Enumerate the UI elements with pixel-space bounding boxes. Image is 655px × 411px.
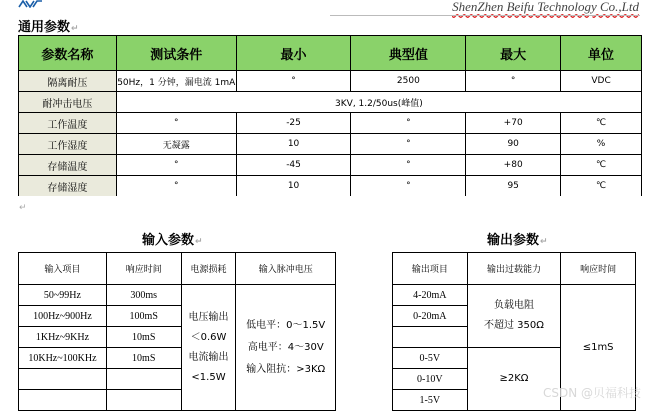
response-time xyxy=(106,390,181,411)
watermark: CSDN @贝福科技 xyxy=(542,386,641,400)
test-condition: ° xyxy=(116,155,236,176)
param-name: 耐冲击电压 xyxy=(19,92,117,113)
output-item xyxy=(393,327,468,348)
company-name: ShenZhen Beifu Technology Co.,Ltd xyxy=(452,0,639,14)
table-row xyxy=(19,285,336,306)
col-header: 输入脉冲电压 xyxy=(236,253,336,285)
unit-value: ℃ xyxy=(561,155,642,176)
input-pulse-voltage: 低电平：0～1.5V 高电平：4～30V 输入阻抗：>3KΩ xyxy=(236,285,336,411)
output-response-time: ≤1mS xyxy=(561,285,636,411)
response-time: 10mS xyxy=(106,348,181,369)
min-value: -45 xyxy=(236,155,351,176)
table-header-row xyxy=(19,36,642,71)
col-header: 典型值 xyxy=(351,36,466,71)
table-row xyxy=(19,113,642,134)
output-item: 4-20mA xyxy=(393,285,468,306)
merged-value: 3KV, 1.2/50us(峰值) xyxy=(116,92,641,113)
table-header-row xyxy=(393,253,636,285)
max-value: +80 xyxy=(466,155,561,176)
input-item: 100Hz~900Hz xyxy=(19,306,107,327)
param-name: 存储湿度 xyxy=(19,176,117,197)
input-params-title: 输入参数↵ xyxy=(142,233,203,248)
table-row xyxy=(19,71,642,92)
col-header: 参数名称 xyxy=(19,36,117,71)
typ-value: ° xyxy=(351,155,466,176)
col-header: 输出项目 xyxy=(393,253,468,285)
typ-value: ° xyxy=(351,134,466,155)
unit-value: % xyxy=(561,134,642,155)
col-header: 输出过载能力 xyxy=(467,253,561,285)
typ-value: ° xyxy=(351,176,466,197)
col-header: 响应时间 xyxy=(106,253,181,285)
col-header: 最大 xyxy=(466,36,561,71)
test-condition: ° xyxy=(116,176,236,197)
response-time: 10mS xyxy=(106,327,181,348)
company-logo-icon xyxy=(18,0,44,8)
max-value: ° xyxy=(466,71,561,92)
power-consumption: 电压输出 ＜0.6W 电流输出 <1.5W xyxy=(181,285,236,411)
test-condition: ° xyxy=(116,113,236,134)
input-item xyxy=(19,369,107,390)
max-value: +70 xyxy=(466,113,561,134)
load-resistance: 负载电阻 不超过 350Ω xyxy=(467,285,561,348)
table-header-row xyxy=(19,253,336,285)
param-name: 隔离耐压 xyxy=(19,71,117,92)
response-time: 100mS xyxy=(106,306,181,327)
output-params-title: 输出参数↵ xyxy=(487,233,548,248)
response-time: 300ms xyxy=(106,285,181,306)
response-time xyxy=(106,369,181,390)
col-header: 测试条件 xyxy=(116,36,236,71)
col-header: 输入项目 xyxy=(19,253,107,285)
max-value: 90 xyxy=(466,134,561,155)
table-row xyxy=(19,155,642,176)
min-value: 10 xyxy=(236,176,351,197)
table-row xyxy=(19,134,642,155)
table-row xyxy=(393,285,636,306)
general-params-table xyxy=(18,35,642,196)
param-name: 工作温度 xyxy=(19,113,117,134)
unit-value: ℃ xyxy=(561,113,642,134)
input-item xyxy=(19,390,107,411)
col-header: 最小 xyxy=(236,36,351,71)
output-item: 1-5V xyxy=(393,390,468,411)
typ-value: 2500 xyxy=(351,71,466,92)
table-row xyxy=(19,176,642,197)
header-rule xyxy=(330,15,640,16)
output-item: 0-20mA xyxy=(393,306,468,327)
min-value: ° xyxy=(236,71,351,92)
table-row xyxy=(19,92,642,113)
test-condition: 50Hz，1 分钟，漏电流 1mA xyxy=(116,71,236,92)
input-item: 1KHz~9KHz xyxy=(19,327,107,348)
unit-value: VDC xyxy=(561,71,642,92)
param-name: 存储温度 xyxy=(19,155,117,176)
output-item: 0-10V xyxy=(393,369,468,390)
overload-resistance: ≥2KΩ xyxy=(467,348,561,411)
input-params-table xyxy=(18,252,336,411)
input-item: 10KHz~100KHz xyxy=(19,348,107,369)
test-condition: 无凝露 xyxy=(116,134,236,155)
input-item: 50~99Hz xyxy=(19,285,107,306)
col-header: 电源损耗 xyxy=(181,253,236,285)
col-header: 响应时间 xyxy=(561,253,636,285)
col-header: 单位 xyxy=(561,36,642,71)
param-name: 工作湿度 xyxy=(19,134,117,155)
general-params-title: 通用参数↵ xyxy=(18,20,79,35)
min-value: -25 xyxy=(236,113,351,134)
min-value: 10 xyxy=(236,134,351,155)
unit-value: ℃ xyxy=(561,176,642,197)
paragraph-mark: ↵ xyxy=(19,203,27,213)
max-value: 95 xyxy=(466,176,561,197)
typ-value: ° xyxy=(351,113,466,134)
output-item: 0-5V xyxy=(393,348,468,369)
